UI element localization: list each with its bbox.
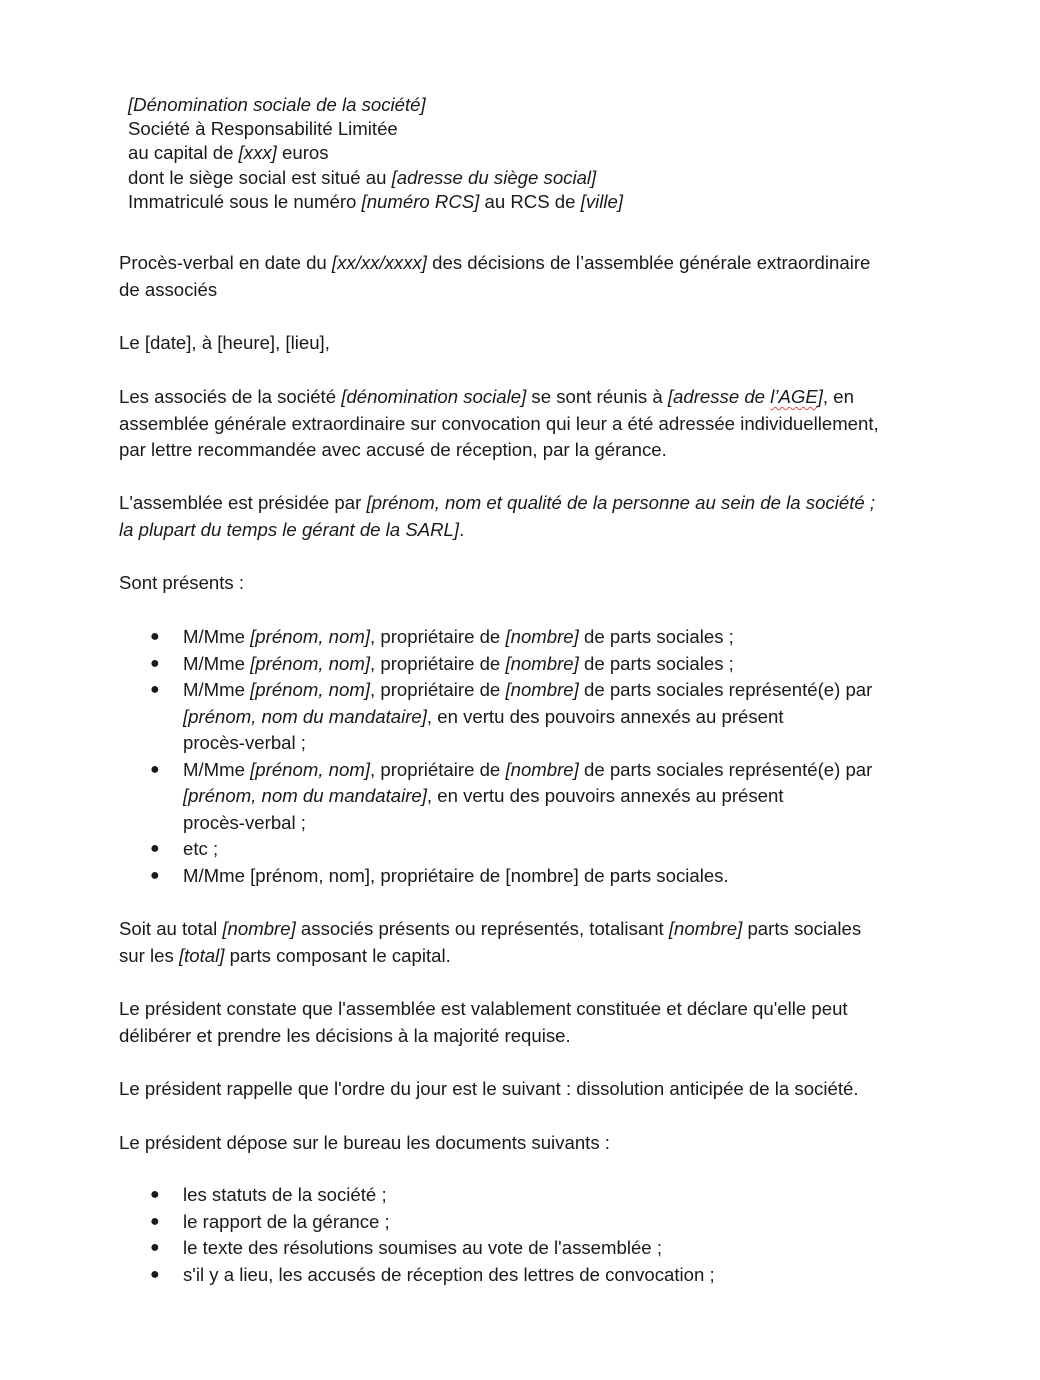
list-item: ● le texte des résolutions soumises au vote de l'assemblée ; [150, 1235, 930, 1262]
documents-heading: Le président dépose sur le bureau les documents suivants : [119, 1132, 610, 1153]
list-item: ● M/Mme [prénom, nom], propriétaire de [nombre] de parts sociales ; [150, 624, 930, 651]
bullet-icon: ● [150, 840, 160, 857]
company-header [128, 93, 938, 214]
convocation-paragraph: Les associés de la société [dénomination sociale] se sont réunis à [adresse de l’AGE], en assemblée générale extraordinaire sur convocation qui leur a été adressée individuellement, par lettre recommandée avec accusé de réception, par la gérance. [119, 386, 879, 460]
company-name: [Dénomination sociale de la société] [128, 94, 426, 115]
list-item: ● M/Mme [prénom, nom], propriétaire de [nombre] de parts sociales représenté(e) par [prénom, nom du mandataire], en vertu des pouvoirs annexés au présent procès-verbal ; [150, 758, 873, 833]
company-capital: au capital de [xxx] euros [128, 142, 329, 164]
quorum-paragraph: Le président constate que l'assemblée est valablement constituée et déclare qu'elle peut délibérer et prendre les décisions à la majorité requise. [119, 998, 848, 1046]
opening-line: Le [date], à [heure], [lieu], [119, 332, 330, 353]
total-paragraph: Soit au total [nombre] associés présents ou représentés, totalisant [nombre] parts sociales sur les [total] parts composant le capital. [119, 918, 862, 966]
bullet-icon: ● [150, 1239, 160, 1256]
bullet-icon: ● [150, 1212, 160, 1230]
spellcheck-flag: l’AGE [770, 386, 818, 407]
present-list [150, 624, 930, 889]
bullet-icon: ● [150, 628, 160, 645]
agenda-paragraph: Le président rappelle que l'ordre du jour est le suivant : dissolution anticipée de la société. [119, 1078, 859, 1099]
bullet-icon: ● [150, 1265, 160, 1283]
bullet-icon: ● [150, 681, 160, 698]
present-heading: Sont présents : [119, 572, 245, 593]
company-rcs: Immatriculé sous le numéro [numéro RCS] au RCS de [ville] [128, 190, 624, 212]
list-item: ● s'il y a lieu, les accusés de réception des lettres de convocation ; [150, 1262, 930, 1289]
bullet-icon: ● [150, 654, 160, 672]
bullet-icon: ● [150, 760, 160, 778]
list-item: ● le rapport de la gérance ; [150, 1209, 930, 1236]
company-seat: dont le siège social est situé au [adresse du siège social] [128, 166, 597, 188]
list-item: ● les statuts de la société ; [150, 1182, 930, 1209]
list-item: ● etc ; [150, 836, 930, 863]
list-item: ● M/Mme [prénom, nom], propriétaire de [nombre] de parts sociales. [150, 863, 930, 890]
company-type: Société à Responsabilité Limitée [128, 118, 398, 140]
list-item: ● M/Mme [prénom, nom], propriétaire de [nombre] de parts sociales représenté(e) par [prénom, nom du mandataire], en vertu des pouvoirs annexés au présent procès-verbal ; [150, 679, 873, 753]
bullet-icon: ● [150, 1186, 160, 1203]
list-item: ● M/Mme [prénom, nom], propriétaire de [nombre] de parts sociales ; [150, 651, 930, 678]
bullet-icon: ● [150, 866, 160, 884]
documents-list [150, 1182, 930, 1288]
minutes-title: Procès-verbal en date du [xx/xx/xxxx] des décisions de l’assemblée générale extraordinaire de associés [119, 252, 871, 300]
presidence-paragraph: L'assemblée est présidée par [prénom, nom et qualité de la personne au sein de la société ; la plupart du temps le gérant de la SARL]. [119, 492, 876, 540]
